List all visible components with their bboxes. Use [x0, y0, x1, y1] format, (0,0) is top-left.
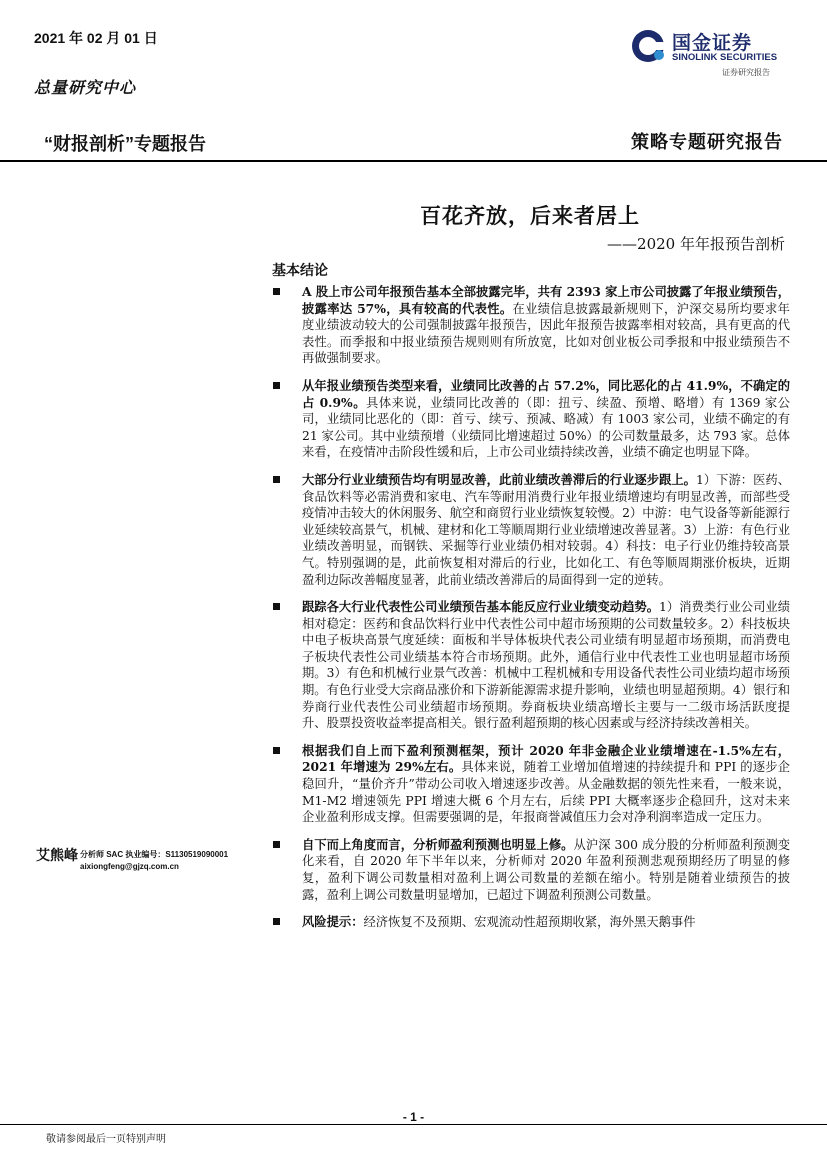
- bullet-square-icon: [273, 603, 280, 610]
- conclusion-body: 具体来说，随着工业增加值增速的持续提升和 PPI 的逐步企稳回升，“量价齐升”带动公司收入增速逐步改善。从金融数据的领先性来看，一般来说，M1-M2 增速领先 PPI 增速大概 6 个月左右，后续 PPI 大概率逐步企稳回升，这对未来企业盈利形成支撑。但需要强调的是，年报商誉减值压力会对净利润率造成一定压力。: [302, 760, 790, 825]
- bullet-square-icon: [273, 382, 280, 389]
- report-type: 策略专题研究报告: [631, 132, 783, 153]
- bullet-square-icon: [273, 747, 280, 754]
- conclusion-item: [272, 743, 790, 826]
- conclusion-item: [272, 378, 790, 461]
- conclusion-lead: A 股上市公司年报预告基本全部披露完毕，共有 2393 家上市公司披露了年报业绩预告，披露率达 57%，具有较高的代表性。: [302, 284, 790, 316]
- conclusion-item: [272, 284, 790, 367]
- conclusion-lead: 跟踪各大行业代表性公司业绩预告基本能反应行业业绩变动趋势。: [302, 599, 660, 615]
- section-heading: 基本结论: [272, 263, 328, 279]
- series-title: “财报剖析”专题报告: [44, 134, 206, 154]
- logo-chinese-name: 国金证券: [672, 33, 753, 54]
- conclusion-body: 具体来说，业绩同比改善的（即：扭亏、续盈、预增、略增）有 1369 家公司，业绩同比恶化的（即：首亏、续亏、预减、略减）有 1003 家公司，业绩不确定的有 21 家公司。其中业绩预增（业绩同比增速超过 50%）的公司数量最多，达 793 家。总体来看，在疫情冲击阶段性缓和后，上市公司业绩持续改善，业绩不确定也明显下降。: [302, 395, 790, 460]
- conclusion-lead: 自下而上角度而言，分析师盈利预测也明显上修。: [302, 836, 574, 852]
- conclusion-lead: 风险提示：: [302, 914, 364, 930]
- conclusion-body: 1）消费类行业公司业绩相对稳定：医药和食品饮料行业中代表性公司中超市场预期的公司数量较多。2）科技板块中电子板块高景气度延续：面板和半导体板块代表公司业绩有明显超市场预期，而消费电子板块代表性公司业绩基本符合市场预期。此外，通信行业中代表性工业也明显超市场预期。3）有色和机械行业景气改善：机械中工程机械和专用设备代表性公司业绩均超市场预期。有色行业受大宗商品涨价和下游新能源需求提升影响，业绩也明显超预期。4）银行和券商行业代表性公司业绩超市场预期。券商板块业绩高增长主要与一二级市场活跃度提升、股票投资收益率提高相关。银行盈利超预期的核心因素或与经济持续改善相关。: [302, 600, 790, 731]
- report-title: 百花齐放，后来者居上: [420, 203, 640, 228]
- conclusion-lead: 根据我们自上而下盈利预测框架，预计 2020 年非金融企业业绩增速在-1.5%左右，2021 年增速为 29%左右。: [302, 742, 790, 775]
- logo-subtitle: 证券研究报告: [722, 68, 770, 77]
- bullet-square-icon: [273, 918, 280, 925]
- conclusion-body: 1）下游：医药、食品饮料等必需消费和家电、汽车等耐用消费行业年报业绩增速均有明显改善，而部些受疫情冲击较大的休闲服务、航空和商贸行业业绩恢复较慢。2）中游：电气设备等新能源行业延续较高景气，机械、建材和化工等顺周期行业业绩增速改善显著。3）上游：有色行业业绩改善明显，而钢铁、采掘等行业业绩仍相对较弱。4）科技：电子行业仍维持较高景气。特别强调的是，此前恢复相对滞后的行业，比如化工、有色等顺周期涨价板块，近期盈利边际改善幅度显著，此前业绩改善滞后的局面得到一定的逆转。: [302, 472, 790, 587]
- conclusion-lead: 大部分行业业绩预告均有明显改善，此前业绩改善滞后的行业逐步跟上。: [302, 471, 696, 487]
- sinolink-logo-icon: [630, 28, 666, 64]
- page-number: - 1 -: [402, 1110, 425, 1124]
- company-logo: [630, 28, 790, 66]
- report-date: 2021 年 02 月 01 日: [34, 30, 158, 46]
- conclusion-body: 经济恢复不及预期、宏观流动性超预期收紧，海外黑天鹅事件: [363, 915, 696, 930]
- bullet-square-icon: [273, 288, 280, 295]
- conclusion-lead: 从年报业绩预告类型来看，业绩同比改善的占 57.2%，同比恶化的占 41.9%，不确定的占 0.9%。: [302, 377, 790, 410]
- header-divider: [0, 160, 827, 162]
- analyst-license: 分析师 SAC 执业编号：S1130519090001: [80, 850, 229, 859]
- report-subtitle: ——2020 年年报预告剖析: [607, 235, 785, 253]
- footer-disclaimer: 敬请参阅最后一页特别声明: [46, 1134, 166, 1145]
- bullet-square-icon: [273, 476, 280, 483]
- conclusion-body: 在业绩信息披露最新规则下，沪深交易所均要求年度业绩波动较大的公司强制披露年报预告，因此年报预告披露率相对较高，具有更高的代表性。而季报和中报业绩预告规则则有所放宽，比如对创业板公司季报和中报业绩预告不再做强制要求。: [302, 301, 790, 366]
- conclusion-body: 从沪深 300 成分股的分析师盈利预测变化来看，自 2020 年下半年以来，分析师对 2020 年盈利预测悲观预期经历了明显的修复，盈利下调公司数量相对盈利上调公司数量的差额在缩小。特别是随着业绩预告的披露，盈利上调公司数量明显增加，已超过下调盈利预测公司数量。: [302, 837, 790, 902]
- footer-divider: [0, 1124, 827, 1125]
- conclusion-item: [272, 599, 790, 732]
- department-name: 总量研究中心: [34, 78, 137, 97]
- conclusion-item: [272, 837, 790, 903]
- conclusion-list: [272, 284, 790, 931]
- conclusion-item: [272, 472, 790, 588]
- analyst-email: aixiongfeng@gjzq.com.cn: [80, 862, 179, 871]
- logo-english-name: SINOLINK SECURITIES: [672, 52, 778, 63]
- bullet-square-icon: [273, 841, 280, 848]
- analyst-name: 艾熊峰: [36, 848, 78, 864]
- conclusion-item: [272, 914, 790, 931]
